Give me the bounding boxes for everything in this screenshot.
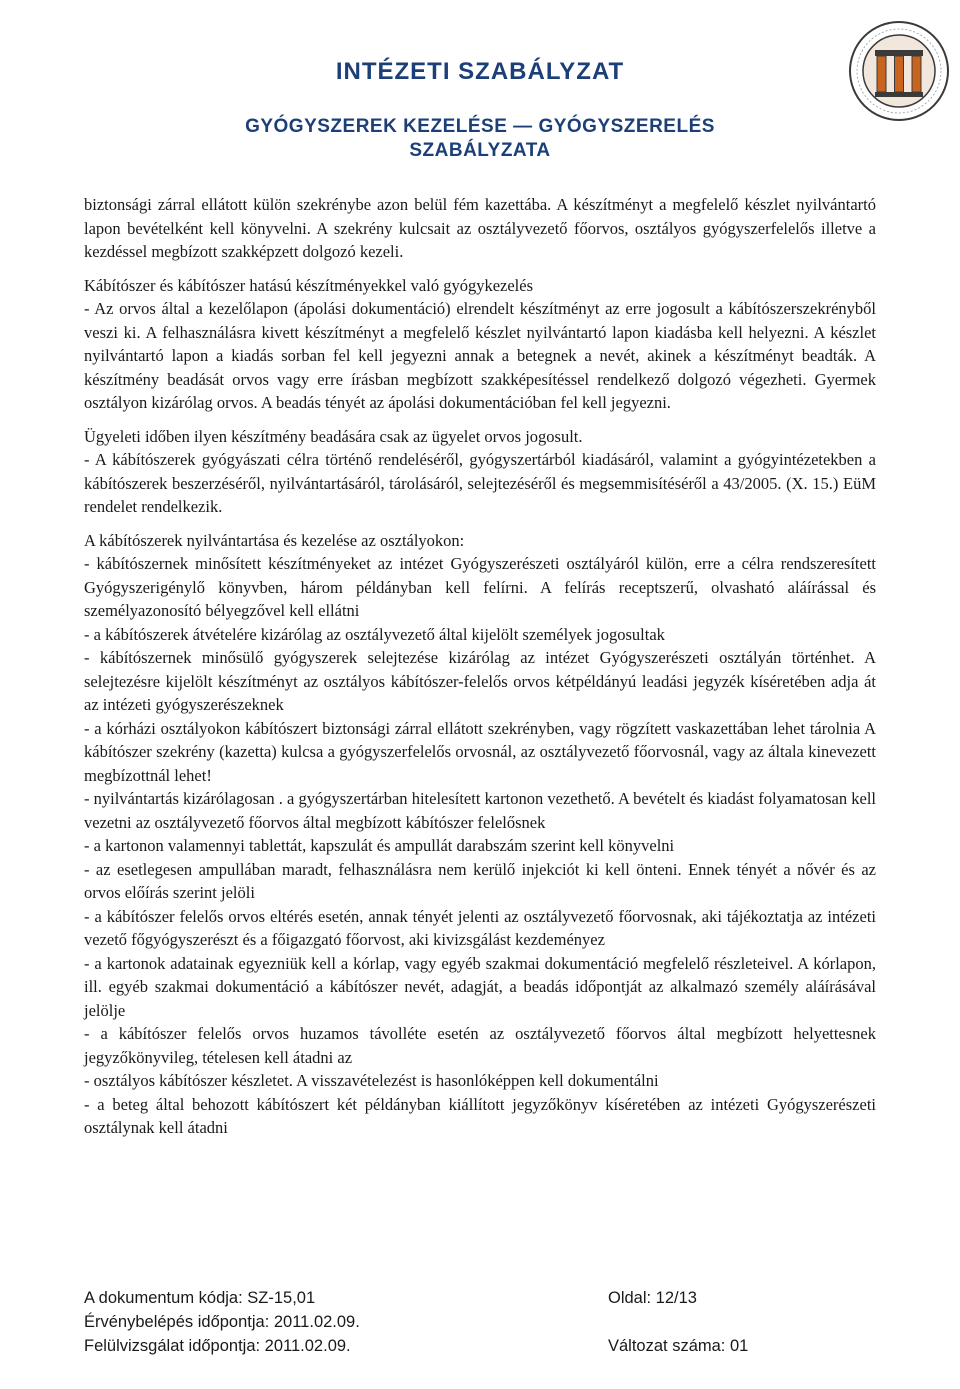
list-item: - a kábítószer felelős orvos huzamos távolléte esetén az osztályvezető főorvos által megbízott helyettesnek jegyzőkönyvileg, tételesen kell átadni az — [84, 1024, 876, 1067]
footer-row — [84, 1310, 884, 1334]
document-subtitle — [100, 115, 860, 163]
subtitle-line-1: GYÓGYSZEREK KEZELÉSE — GYÓGYSZERELÉS — [245, 116, 715, 137]
list-item: - a kartonok adatainak egyezniük kell a kórlap, vagy egyéb szakmai dokumentáció megfelelő részleteivel. A kórlapon, ill. egyéb szakmai dokumentáció a kábítószer nevét, adagját, a beadás időpontját az alkalmazó személy aláírásával jelölje — [84, 953, 876, 1020]
review-date: Felülvizsgálat időpontja: 2011.02.09. — [84, 1337, 351, 1355]
subtitle-line-2: SZABÁLYZATA — [409, 140, 551, 161]
page-header — [0, 0, 960, 175]
page-number: Oldal: 12/13 — [608, 1289, 697, 1307]
document-body — [84, 193, 876, 1140]
paragraph: Kábítószer és kábítószer hatású készítményekkel való gyógykezelés — [84, 275, 534, 295]
effective-date: Érvénybelépés időpontja: 2011.02.09. — [84, 1313, 360, 1331]
page-footer — [84, 1286, 884, 1358]
list-item: - kábítószernek minősített készítményeket az intézet Gyógyszerészeti osztályáról külön, erre a célra rendszeresített Gyógyszerigénylő könyvben, három példányban kell felírni. A felírás receptszerű, olvasható aláírással és személyazonosító bélyegzővel kell ellátni — [84, 554, 876, 620]
paragraph: Ügyeleti időben ilyen készítmény beadására csak az ügyelet orvos jogosult. — [84, 426, 583, 446]
list-item: - a kórházi osztályokon kábítószert biztonsági zárral ellátott szekrényben, vagy rögzített vaskazettában lehet tárolnia A kábítószer szekrény (kazetta) kulcsa a gyógyszerfelelős orvosnál, az osztályvezető főorvosnál, vagy az általa kinevezett megbízottnál lehet! — [84, 718, 876, 785]
footer-row — [84, 1334, 884, 1358]
list-item: - az esetlegesen ampullában maradt, felhasználásra nem kerülő injekciót ki kell önteni. Ennek tényét a nővér és az orvos előírás szerint jelöli — [84, 859, 876, 902]
list-item: - osztályos kábítószer készletet. A visszavételezést is hasonlóképpen kell dokumentálni — [84, 1071, 659, 1090]
paragraph: A kábítószerek nyilvántartása és kezelése az osztályokon: — [84, 530, 465, 550]
paragraph: biztonsági zárral ellátott külön szekrénybe azon belül fém kazettába. A készítményt a megfelelő készlet nyilvántartó lapon bevételként kell könyvelni. A szekrény kulcsait az osztályvezető főorvos, osztályos gyógyszerfelelős illetve a kezdéssel megbízott szakképzett dolgozó kezeli. — [84, 195, 876, 261]
list-item: - a kábítószer felelős orvos eltérés esetén, annak tényét jelenti az osztályvezető főorvosnak, aki tájékoztatja az intézeti vezető főgyógyszerészt és a főigazgató főorvost, aki kivizsgálást kezdeményez — [84, 906, 876, 949]
list-item: - nyilvántartás kizárólagosan . a gyógyszertárban hitelesített kartonon vezethető. A bevételt és kiadást folyamatosan kell vezetni az osztályvezető főorvos által megbízott kábítószer felelősnek — [84, 789, 876, 832]
paragraph: - Az orvos által a kezelőlapon (ápolási dokumentáció) elrendelt készítményt az erre jogosult a kábítószerszekrényből veszi ki. A felhasználásra kivett készítményt a megfelelő készlet nyilvántartó lapon kiadásba kell helyezni. A készlet nyilvántartó lapon a kiadás sorban fel kell jegyezni annak a betegnek a nevét, akinek a készítményt beadták. A készítmény beadását orvos vagy erre írásban megbízott szakképesítéssel rendelkező dolgozó végezheti. Gyermek osztályon kizárólag orvos. A beadás tényét az ápolási dokumentációban fel kell jegyezni. — [84, 299, 876, 412]
list-item: - a kartonon valamennyi tablettát, kapszulát és ampullát darabszám szerint kell könyvelni — [84, 836, 675, 855]
list-item: - a beteg által behozott kábítószert két példányban kiállított jegyzőkönyv kíséretében az intézeti Gyógyszerészeti osztálynak kell átadni — [84, 1094, 876, 1137]
list-item: - a kábítószerek átvételére kizárólag az osztályvezető által kijelölt személyek jogosultak — [84, 624, 665, 644]
footer-row — [84, 1286, 884, 1310]
document-code: A dokumentum kódja: SZ-15,01 — [84, 1289, 316, 1307]
version-number: Változat száma: 01 — [608, 1337, 749, 1355]
institution-emblem-icon — [848, 20, 950, 122]
list-item: - kábítószernek minősülő gyógyszerek selejtezése kizárólag az intézet Gyógyszerészeti osztályán történhet. A selejtezésre kijelölt készítményt az osztályos kábítószer-felelős orvos kétpéldányú leadási jegyzék kíséretében adja át az intézeti gyógyszerészeknek — [84, 648, 876, 714]
document-title: INTÉZETI SZABÁLYZAT — [335, 58, 625, 85]
paragraph: - A kábítószerek gyógyászati célra történő rendeléséről, gyógyszertárból kiadásáról, valamint a gyógyintézetekben a kábítószerek beszerzéséről, nyilvántartásáról, tárolásáról, selejtezéséről és megsemmisítéséről a 43/2005. (X. 15.) EüM rendelet rendelkezik. — [84, 450, 876, 516]
